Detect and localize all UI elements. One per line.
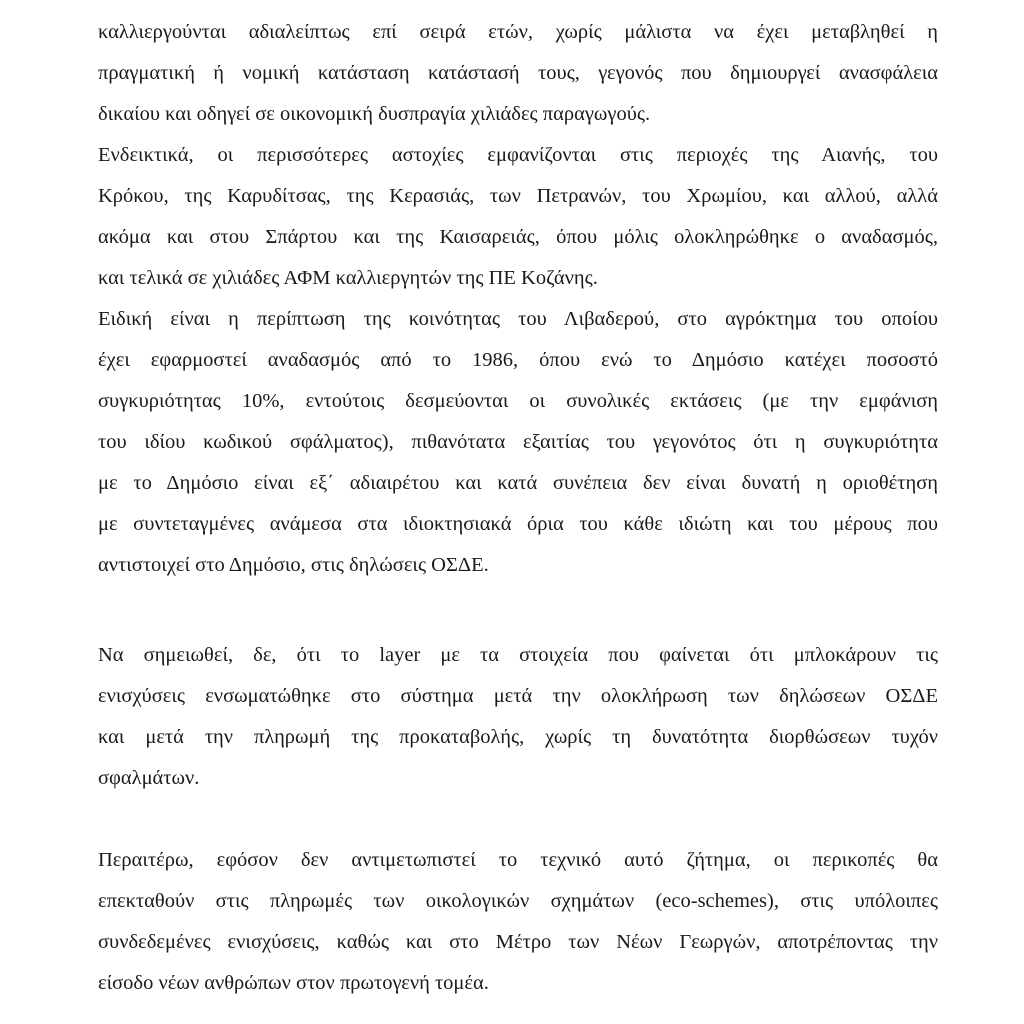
text-line: δικαίου και οδηγεί σε οικονομική δυσπραγία χιλιάδες παραγωγούς. — [98, 103, 651, 125]
text-line: είσοδο νέων ανθρώπων στον πρωτογενή τομέα. — [98, 972, 489, 994]
text-line: αντιστοιχεί στο Δημόσιο, στις δηλώσεις ΟΣΔΕ. — [98, 554, 489, 576]
text-line: και τελικά σε χιλιάδες ΑΦΜ καλλιεργητών της ΠΕ Κοζάνης. — [98, 267, 598, 289]
text-line: ακόμα και στου Σπάρτου και της Καισαρειάς, όπου μόλις ολοκληρώθηκε ο αναδασμός, — [98, 226, 938, 248]
text-line: με συντεταγμένες ανάμεσα στα ιδιοκτησιακά όρια του κάθε ιδιώτη και του μέρους που — [98, 513, 938, 535]
text-line: καλλιεργούνται αδιαλείπτως επί σειρά ετών, χωρίς μάλιστα να έχει μεταβληθεί η — [98, 21, 938, 43]
text-line: και μετά την πληρωμή της προκαταβολής, χωρίς τη δυνατότητα διορθώσεων τυχόν — [98, 726, 938, 748]
text-line: Ειδική είναι η περίπτωση της κοινότητας του Λιβαδερού, στο αγρόκτημα του οποίου — [98, 308, 938, 330]
paragraph-affected-areas — [98, 135, 938, 299]
text-line: έχει εφαρμοστεί αναδασμός από το 1986, όπου ενώ το Δημόσιο κατέχει ποσοστό — [98, 349, 938, 371]
paragraph-continuation — [98, 12, 938, 135]
text-line: ενισχύσεις ενσωματώθηκε στο σύστημα μετά την ολοκλήρωση των δηλώσεων ΟΣΔΕ — [98, 685, 938, 707]
paragraph-further-consequences — [98, 840, 938, 1004]
text-line: Κρόκου, της Καρυδίτσας, της Κερασιάς, των Πετρανών, του Χρωμίου, και αλλού, αλλά — [98, 185, 938, 207]
text-line: συνδεδεμένες ενισχύσεις, καθώς και στο Μέτρο των Νέων Γεωργών, αποτρέποντας την — [98, 931, 938, 953]
text-line: συγκυριότητας 10%, εντούτοις δεσμεύονται οι συνολικές εκτάσεις (με την εμφάνιση — [98, 390, 938, 412]
text-line: σφαλμάτων. — [98, 767, 200, 789]
text-line: του ιδίου κωδικού σφάλματος), πιθανότατα εξαιτίας του γεγονότος ότι η συγκυριότητα — [98, 431, 938, 453]
paragraph-livadero-case — [98, 299, 938, 586]
text-line: πραγματική ή νομική κατάσταση κατάστασή τους, γεγονός που δημιουργεί ανασφάλεια — [98, 62, 938, 84]
text-line: Ενδεικτικά, οι περισσότερες αστοχίες εμφανίζονται στις περιοχές της Αιανής, του — [98, 144, 938, 166]
text-line: με το Δημόσιο είναι εξ΄ αδιαιρέτου και κατά συνέπεια δεν είναι δυνατή η οριοθέτηση — [98, 472, 938, 494]
text-line: Να σημειωθεί, δε, ότι το layer με τα στοιχεία που φαίνεται ότι μπλοκάρουν τις — [98, 644, 938, 666]
paragraph-layer-note — [98, 635, 938, 799]
text-line: επεκταθούν στις πληρωμές των οικολογικών σχημάτων (eco-schemes), στις υπόλοιπες — [98, 890, 938, 912]
text-line: Περαιτέρω, εφόσον δεν αντιμετωπιστεί το τεχνικό αυτό ζήτημα, οι περικοπές θα — [98, 849, 938, 871]
